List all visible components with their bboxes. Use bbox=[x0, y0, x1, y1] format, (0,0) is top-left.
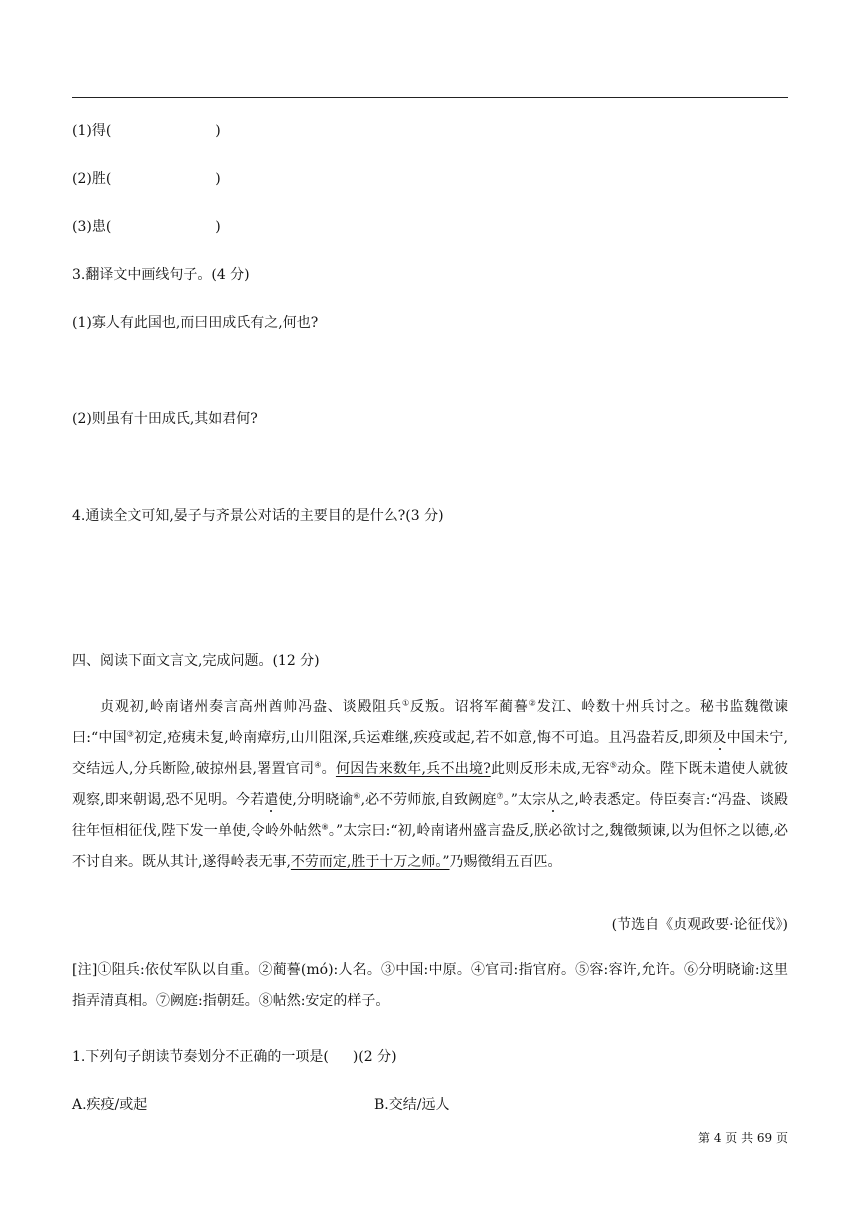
classical-passage: 贞观初,岭南诸州奏言高州酋帅冯盎、谈殿阻兵①反叛。诏将军蔺謩②发江、岭数十州兵讨之。秘书监魏徵谏曰:“中国③初定,疮痍未复,岭南瘴疠,山川阻深,兵运难继,疾疫或起,若不如意,悔不可追。且冯盎若反,即须及中国未宁,交结远人,分兵断险,破掠州县,署置官司④。何因告来数年,兵不出境?此则反形未成,无容⑤动众。陛下既未遣使人就彼观察,即来朝谒,恐不见明。今若遣使,分明晓谕⑥,必不劳师旅,自致阙庭⑦。”太宗从之,岭表悉定。侍臣奏言:“冯盎、谈殿往年恒相征伐,陛下发一单使,令岭外帖然⑧。”太宗曰:“初,岭南诸州盛言盎反,朕必欲讨之,魏徵频谏,以为但怀之以德,必不讨自来。既从其计,遂得岭表无事,不劳而定,胜于十万之师。”乃赐徵绢五百匹。 bbox=[72, 698, 789, 870]
passage-source: (节选自《贞观政要·论征伐》) bbox=[611, 917, 788, 933]
page-footer: 第 4 页 共 69 页 bbox=[698, 1131, 788, 1145]
footnote-marker: ⑦ bbox=[496, 791, 504, 801]
option-a[interactable]: A.疾疫/或起 bbox=[72, 1097, 148, 1113]
header-rule bbox=[72, 97, 788, 98]
question-3-sentence-2: (2)则虽有十田成氏,其如君何? bbox=[72, 411, 258, 427]
underlined-sentence-1: 何因告来数年,兵不出境? bbox=[335, 761, 491, 777]
fill-item-2 bbox=[72, 169, 221, 189]
footnote-marker: ③ bbox=[126, 729, 135, 739]
footnote-marker: ② bbox=[528, 698, 537, 708]
fill-item-close: ) bbox=[215, 171, 221, 187]
passage-notes: [注]①阻兵:依仗军队以自重。②蔺謩(mó):人名。③中国:中原。④官司:指官府。⑤容:容许,允许。⑥分明晓谕:这里指弄清真相。⑦阙庭:指朝廷。⑧帖然:安定的样子。 bbox=[72, 962, 788, 1009]
question-3-sentence-1: (1)寡人有此国也,而曰田成氏有之,何也? bbox=[72, 315, 319, 331]
underlined-sentence-2: 不劳而定,胜于十万之师。” bbox=[290, 854, 450, 870]
fill-item-close: ) bbox=[215, 219, 221, 235]
dotted-character: 遣 bbox=[264, 792, 279, 808]
dotted-character: 从 bbox=[546, 792, 561, 808]
fill-item-1 bbox=[72, 121, 221, 141]
fill-item-label: (1)得( bbox=[72, 123, 112, 139]
option-b[interactable]: B.交结/远人 bbox=[374, 1097, 450, 1113]
dotted-character: 及 bbox=[712, 730, 727, 746]
fill-item-close: ) bbox=[215, 123, 221, 139]
footnote-marker: ① bbox=[401, 698, 410, 708]
fill-item-label: (2)胜( bbox=[72, 171, 112, 187]
footnote-marker: ⑥ bbox=[353, 791, 361, 801]
footnote-marker: ⑧ bbox=[321, 822, 329, 832]
footnote-marker: ⑤ bbox=[609, 760, 618, 770]
fill-item-3 bbox=[72, 217, 221, 237]
section-4-title: 四、阅读下面文言文,完成问题。(12 分) bbox=[72, 653, 320, 669]
fill-item-label: (3)患( bbox=[72, 219, 112, 235]
question-4-title: 4.通读全文可知,晏子与齐景公对话的主要目的是什么?(3 分) bbox=[72, 508, 444, 524]
question-1-title: 1.下列句子朗读节奏划分不正确的一项是( )(2 分) bbox=[72, 1049, 397, 1065]
footnote-marker: ④ bbox=[314, 760, 322, 770]
question-3-title: 3.翻译文中画线句子。(4 分) bbox=[72, 267, 250, 283]
